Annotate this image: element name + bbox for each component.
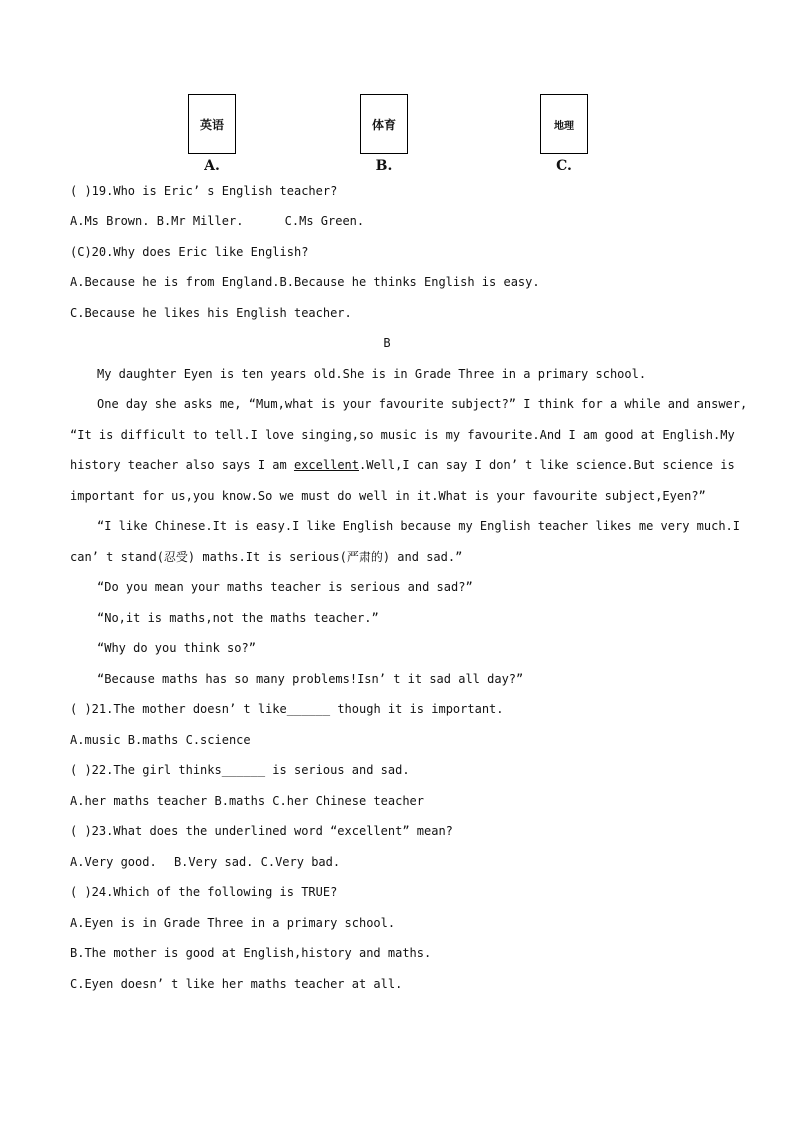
q20-options-line2: C.Because he likes his English teacher. bbox=[70, 306, 352, 320]
q24-option-a: A.Eyen is in Grade Three in a primary school. bbox=[70, 916, 396, 930]
passage-paragraph-2-line-4: important for us,you know.So we must do well in it.What is your favourite subject,Eyen?” bbox=[70, 489, 706, 503]
passage-paragraph-2-line-1: One day she asks me, “Mum,what is your favourite subject?” I think for a while and answer, bbox=[97, 397, 748, 411]
passage-paragraph-1: My daughter Eyen is ten years old.She is in Grade Three in a primary school. bbox=[97, 367, 647, 381]
q24-option-b: B.The mother is good at English,history and maths. bbox=[70, 946, 432, 960]
q24-option-c: C.Eyen doesn’ t like her maths teacher at all. bbox=[70, 977, 403, 991]
passage-paragraph-2-line-3 bbox=[70, 457, 735, 473]
option-c-card bbox=[540, 94, 588, 174]
q22-blank: ______ bbox=[221, 763, 266, 777]
passage-paragraph-3-line-1: “I like Chinese.It is easy.I like English because my English teacher likes me very much.I bbox=[97, 519, 740, 533]
passage-paragraph-6: “Why do you think so?” bbox=[97, 641, 256, 655]
passage-paragraph-2-line-2: “It is difficult to tell.I love singing,so music is my favourite.And I am good at English.My bbox=[70, 428, 735, 442]
q21-blank: ______ bbox=[286, 702, 331, 716]
q21-options: A.music B.maths C.science bbox=[70, 733, 251, 747]
passage-text: .Well,I can say I don’ t like science.But science is bbox=[359, 458, 735, 472]
option-c-letter: C. bbox=[556, 158, 572, 174]
q21-text: though it is important. bbox=[330, 702, 504, 716]
q21-question bbox=[70, 701, 720, 717]
q23-option-bc: B.Very sad. C.Very bad. bbox=[173, 855, 341, 869]
option-b-card bbox=[360, 94, 408, 174]
passage-paragraph-3-line-2: can’ t stand(忍受) maths.It is serious(严肃的) and sad.” bbox=[70, 550, 463, 564]
q19-option-a: A.Ms Brown. bbox=[70, 214, 150, 228]
option-b-box: 体育 bbox=[360, 94, 408, 154]
underlined-word: excellent bbox=[293, 458, 359, 472]
q22-text: is serious and sad. bbox=[265, 763, 410, 777]
q20-question: (C)20.Why does Eric like English? bbox=[70, 245, 309, 259]
passage-paragraph-5: “No,it is maths,not the maths teacher.” bbox=[97, 611, 379, 625]
option-a-letter: A. bbox=[204, 158, 220, 174]
section-heading: B bbox=[383, 336, 391, 350]
passage-paragraph-7: “Because maths has so many problems!Isn’ t it sad all day?” bbox=[97, 672, 524, 686]
q23-options bbox=[70, 854, 720, 870]
q23-question: ( )23.What does the underlined word “excellent” mean? bbox=[70, 824, 453, 838]
q19-option-c: C.Ms Green. bbox=[284, 214, 365, 228]
q22-text: ( )22.The girl thinks bbox=[70, 763, 222, 777]
option-a-card bbox=[188, 94, 236, 174]
option-b-letter: B. bbox=[375, 158, 393, 174]
option-a-box: 英语 bbox=[188, 94, 236, 154]
q22-options: A.her maths teacher B.maths C.her Chinese teacher bbox=[70, 794, 425, 808]
q19-question: ( )19.Who is Eric’ s English teacher? bbox=[70, 184, 338, 198]
q21-text: ( )21.The mother doesn’ t like bbox=[70, 702, 287, 716]
q19-options bbox=[70, 213, 720, 229]
q24-question: ( )24.Which of the following is TRUE? bbox=[70, 885, 338, 899]
q20-options-line1: A.Because he is from England.B.Because he thinks English is easy. bbox=[70, 275, 540, 289]
q23-option-a: A.Very good. bbox=[70, 855, 157, 869]
q22-question bbox=[70, 762, 720, 778]
passage-paragraph-4: “Do you mean your maths teacher is serious and sad?” bbox=[97, 580, 473, 594]
option-c-box: 地理 bbox=[540, 94, 588, 154]
passage-text: history teacher also says I am bbox=[70, 458, 294, 472]
q19-option-b: B.Mr Miller. bbox=[156, 214, 244, 228]
